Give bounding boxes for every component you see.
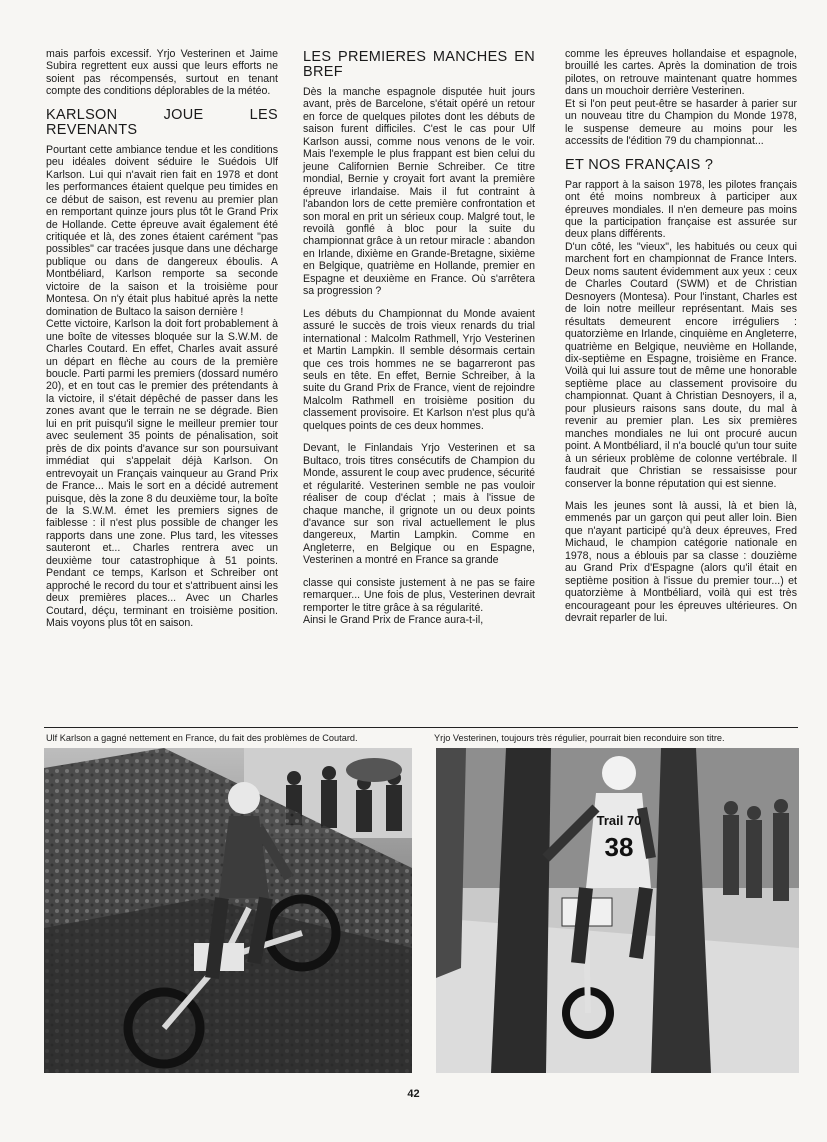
article-column-3 bbox=[565, 48, 797, 634]
caption-left: Ulf Karlson a gagné nettement en France, du fait des problèmes de Coutard. bbox=[46, 733, 358, 743]
bib-sponsor: Trail 70 bbox=[596, 813, 642, 828]
paragraph: Les débuts du Championnat du Monde avaient assuré le succès de trois vieux renards du trial international : Malcolm Rathmell, Yrjo Vesterinen et Martin Lampkin. Il semble désormais certain que ces trois hommes ne se bagarreront pas seuls en tête. En effet, Bernie Schreiber, à la suite du Grand Prix de France, vient de rejoindre Malcolm Rathmell en troisième position du classement provisoire. Et Karlson n'est plus qu'à quelques points de ces deux hommes. bbox=[303, 307, 535, 432]
article-column-2 bbox=[303, 48, 535, 637]
paragraph: Pourtant cette ambiance tendue et les conditions peu idéales doivent séduire le Suédois Ulf Karlson. Lui qui n'avait rien fait en 1978 et dont les performances étaient quelque peu timides en ce début de saison, est revenu au premier plan en remportant quinze jours plus tôt le Grand Prix de Hollande. Cette épreuve avait également été critiquée et là, des zones étaient carément "pas possibles" car tracées jusque dans une décharge publique ou dans de dangereux éboulis. A Montbéliard, Karlson remporte sa seconde victoire de la saison et la troisième pour Montesa. On n'y était plus habitué après la nette domination de Bultaco la saison dernière ! bbox=[46, 143, 278, 318]
paragraph: mais parfois excessif. Yrjo Vesterinen et Jaime Subira regrettent eux aussi que leurs efforts ne soient pas récompensés, surtout en tenant compte des conditions déplorables de la météo. bbox=[46, 48, 278, 98]
photo-karlson-graphic bbox=[44, 748, 412, 1073]
caption-divider bbox=[44, 727, 798, 728]
photo-vesterinen-graphic bbox=[436, 748, 799, 1073]
paragraph: Par rapport à la saison 1978, les pilotes français ont été moins nombreux à participer aux épreuves mondiales. Il n'en demeure pas moins que la participation française est assurée sur deux plans différents. bbox=[565, 178, 797, 241]
paragraph: D'un côté, les "vieux", les habitués ou ceux qui marchent fort en championnat de France Inters. Deux noms sautent évidemment aux yeux : ceux de Charles Coutard (SWM) et de Christian Desnoyers (Montesa). Pour l'instant, Charles est de loin notre meilleur représentant. Mais ses résultats demeurent encore irréguliers : quatorzième en Irlande, cinquième en Angleterre, quatrième en Belgique, neuvième en Hollande, dix-septième en Espagne, troisième en France. Voilà qui lui assure tout de même une honorable septième place au classement provisoire du championnat. Quant à Christian Desnoyers, il a, pour plusieurs raisons sans doute, du mal à revenir au premier plan. Les six premières manches mondiales ne lui ont procuré aucun point. A Montbéliard, il n'a bouclé qu'un tour suite à un sérieux problème de colonne vertébrale. Il faudrait que Christian se ressaisisse pour conserver la bonne réputation qui est sienne. bbox=[565, 240, 797, 490]
paragraph: Mais les jeunes sont là aussi, là et bien là, emmenés par un garçon qui peut aller loin. Bien que n'ayant participé qu'à deux épreuves, Fred Michaud, le champion catégorie nationale en 1978, nous a éblouis par sa classe : douzième au Grand Prix d'Espagne (alors qu'il était en septième position à l'issue du premier tour...) et quatorzième à Montbéliard, voilà qui est très encourageant pour les épreuves ultérieures. On devrait reparler de lui. bbox=[565, 499, 797, 625]
paragraph: classe qui consiste justement à ne pas se faire remarquer... Une fois de plus, Vesterinen devrait remporter le titre grâce à sa régularité. bbox=[303, 576, 535, 614]
article-column-1 bbox=[46, 48, 278, 639]
photo-vesterinen bbox=[436, 748, 799, 1073]
caption-right: Yrjo Vesterinen, toujours très régulier, pourrait bien reconduire son titre. bbox=[434, 733, 725, 743]
section-heading: ET NOS FRANÇAIS ? bbox=[565, 156, 714, 173]
paragraph: Et si l'on peut peut-être se hasarder à parier sur un nouveau titre du Champion du Monde 1978, le suspense demeure au moins pour les accessits de l'édition 79 du championnat... bbox=[565, 97, 797, 148]
page-number: 42 bbox=[407, 1088, 420, 1100]
paragraph: comme les épreuves hollandaise et espagnole, brouillé les cartes. Après la domination de trois pilotes, on retrouve maintenant quatre hommes dans un mouchoir derrière Vesterinen. bbox=[565, 48, 797, 98]
bib-number: 38 bbox=[604, 832, 634, 862]
paragraph: Cette victoire, Karlson la doit fort probablement à une boîte de vitesses bloquée sur la S.W.M. de Charles Coutard. En effet, Charles avait assuré un départ en flèche au cours de la première boucle. Parti parmi les premiers (dossard numéro 20), et en tout cas le premier des prétendants à la victoire, il s'était dépêché de passer dans les zones avant que le terrain ne se dégrade. Bien lui en prit puisqu'il signe le meilleur premier tour avec seulement 35 points de pénalisation, soit près de dix points d'avance sur son poursuivant immédiat qui s'appelait déjà Karlson. On entrevoyait un Français vainqueur au Grand Prix de France... Mais le sort en a décidé autrement puisque, dès la zone 8 du deuxième tour, la boîte de la S.W.M. émet les premiers signes de faiblesse : il n'est plus possible de changer les rapports dans une zone. Plus tard, les vitesses sauteront et... Charles rentrera avec un deuxième tour catastrophique à 51 points. Pendant ce temps, Karlson et Schreiber ont approché le record du tour et s'attribuent ainsi les deux premières places... Avec un Charles Coutard, déçu, terminant en troisième position. Mais voyons plus tôt en saison. bbox=[46, 318, 278, 630]
section-heading: LES PREMIERES MANCHES EN BREF bbox=[303, 49, 535, 80]
paragraph: Devant, le Finlandais Yrjo Vesterinen et sa Bultaco, trois titres consécutifs de Champion du Monde, assurent le coup avec prudence, sécurité et régularité. Vesterinen semble ne pas vouloir réaliser de coup d'éclat ; mais à l'issue de chaque manche, il grignote un ou deux points d'avance sur son rival actuellement le plus dangereux, Martin Lampkin. Comme en Angleterre, en Belgique ou en Espagne, Vesterinen a montré en France sa grande bbox=[303, 442, 535, 567]
photo-karlson bbox=[44, 748, 412, 1073]
paragraph: Ainsi le Grand Prix de France aura-t-il, bbox=[303, 614, 484, 627]
paragraph: Dès la manche espagnole disputée huit jours avant, près de Barcelone, s'était opéré un retour en force de quelques pilotes dont les débuts de saison furent difficiles. C'est le cas pour Ulf Karlson aussi, comme nous venons de le voir. Mais l'exemple le plus frappant est bien celui du jeune Californien Bernie Schreiber. Ce titre mondial, Bernie y croyait fort avant la première épreuve irlandaise. Mais il fut contraint à l'abandon lors de cette première confrontation et son moral en prit un sérieux coup. Malgré tout, le revoilà gonflé à bloc pour la suite du championnat grâce à un retour miracle : abandon en Irlande, dixième en Grande-Bretagne, sixième en Belgique, quatrième en Hollande, premier en Espagne et deuxième en France. Où s'arrêtera sa progression ? bbox=[303, 86, 535, 298]
section-heading: KARLSON JOUE LES REVENANTS bbox=[46, 106, 278, 138]
